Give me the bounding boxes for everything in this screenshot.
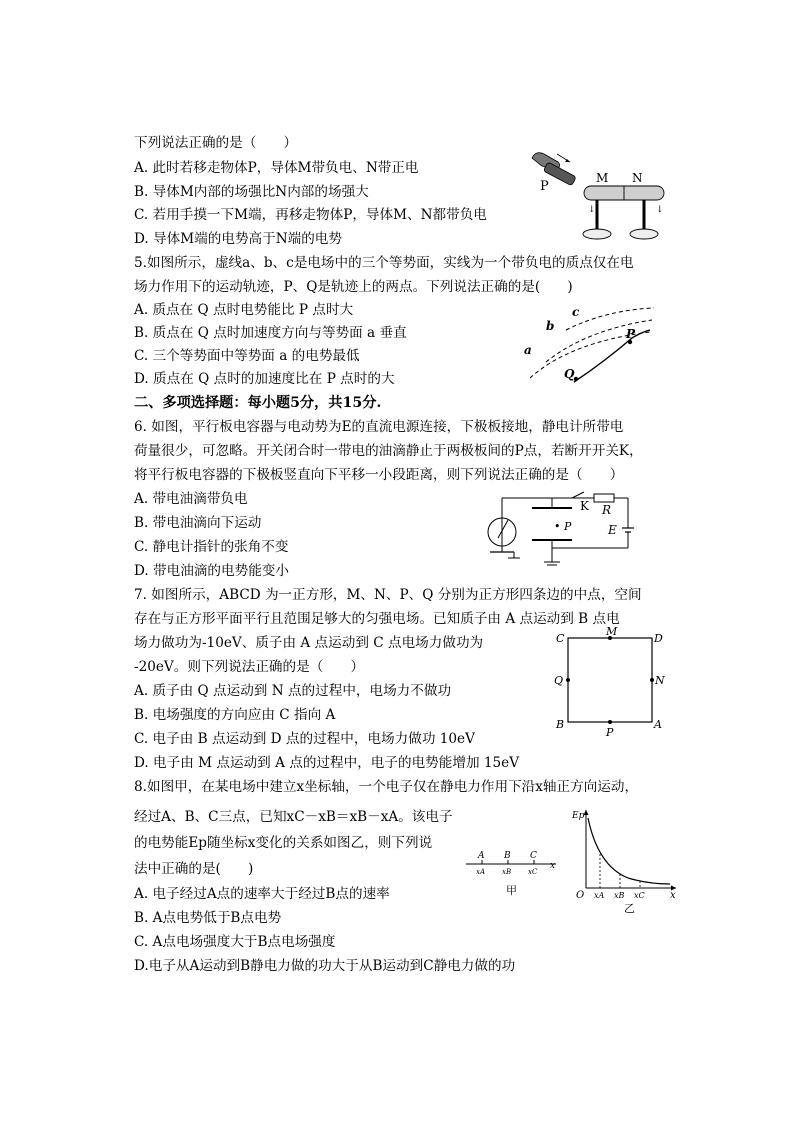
q8-option-d: D.电子从A运动到B静电力做的功大于从B运动到C静电力做的功 [134,958,516,974]
q4-label-m: M [596,171,609,185]
q8-stem-line1: 8.如图甲，在某电场中建立x坐标轴，一个电子仅在静电力作用下沿x轴正方向运动， [134,779,639,795]
q7-stem-line3: 场力做功为-10eV、质子由 A 点运动到 C 点电场力做功为 [134,635,484,651]
q8-stem-line2: 经过A、B、C三点，已知xC－xB＝xB－xA。该电子 [134,809,453,825]
q4-figure-conductor [522,140,668,245]
q7-figure-square [552,624,666,738]
q6-figure-capacitor-circuit [472,490,642,570]
q8-option-a: A. 电子经过A点的速率大于经过B点的速率 [134,886,390,902]
q8-jia-caption: 甲 [506,884,517,897]
q5-label-c: c [572,305,580,319]
q4-label-n: N [632,171,643,185]
q7-option-d: D. 电子由 M 点运动到 A 点的过程中，电子的电势能增加 15eV [134,755,520,771]
q7-option-c: C. 电子由 B 点运动到 D 点的过程中，电场力做功 10eV [134,731,475,747]
q8-stem-line3: 的电势能Ep随坐标x变化的关系如图乙，则下列说 [134,835,433,851]
q7-stem-line2: 存在与正方形平面平行且范围足够大的匀强电场。已知质子由 A 点运动到 B 点电 [134,611,620,627]
q5-option-c: C. 三个等势面中等势面 a 的电势最低 [134,348,360,364]
q8-jia-label-xc: xC [528,868,538,876]
q7-label-c: C [556,632,565,645]
q8-yi-label-x: x [670,890,676,901]
q5-option-d: D. 质点在 Q 点时的加速度比在 P 点时的大 [134,371,395,387]
q7-stem-line1: 7. 如图所示，ABCD 为一正方形，M、N、P、Q 分别为正方形四条边的中点，空间 [134,587,642,603]
q4-stem: 下列说法正确的是（ ） [134,135,298,151]
q4-option-c: C. 若用手摸一下M端，再移走物体P，导体M、N都带负电 [134,207,487,223]
q4-label-p: P [540,179,549,194]
q5-label-q: Q [564,367,575,381]
q5-label-p: P [626,327,636,341]
svg-text:↓: ↓ [656,205,664,215]
q8-yi-label-ep: Ep [572,811,585,821]
q7-option-b: B. 电场强度的方向应由 C 指向 A [134,707,336,723]
q7-label-m: M [606,625,618,638]
q4-option-b: B. 导体M内部的场强比N内部的场强大 [134,184,369,200]
q8-yi-label-xb: xB [614,891,625,900]
q5-stem-line2: 场力作用下的运动轨迹，P、Q是轨迹上的两点。下列说法正确的是( ) [134,279,573,295]
q6-label-r: R [602,503,612,517]
q8-jia-label-x: x [550,861,556,871]
q8-option-b: B. A点电势低于B点电势 [134,910,282,926]
q5-figure-equipotential [518,300,658,386]
q5-option-b: B. 质点在 Q 点时加速度方向与等势面 a 垂直 [134,325,407,341]
q5-label-b: b [546,319,555,333]
q7-label-d: D [654,632,663,645]
q8-jia-label-xb: xB [502,868,512,876]
q5-option-a: A. 质点在 Q 点时电势能比 P 点时大 [134,302,354,318]
q6-option-c: C. 静电计指针的张角不变 [134,539,289,555]
q6-option-b: B. 带电油滴向下运动 [134,515,262,531]
q7-label-n: N [655,674,665,687]
q6-option-a: A. 带电油滴带负电 [134,491,248,507]
q6-stem-line3: 将平行板电容器的下极板竖直向下平移一小段距离，则下列说法正确的是（ ） [134,467,624,483]
q6-label-p: • P [554,520,572,533]
svg-text:↓: ↓ [588,205,596,215]
q4-option-a: A. 此时若移走物体P，导体M带负电、N带正电 [134,160,419,176]
q8-jia-label-c: C [530,851,537,861]
q7-stem-line4: -20eV。则下列说法正确的是（ ） [134,659,365,675]
q7-label-q: Q [554,674,564,687]
q8-yi-label-o: O [576,890,585,901]
q8-yi-label-xa: xA [594,891,605,900]
q6-stem-line2: 荷量很少，可忽略。开关闭合时一带电的油滴静止于两极板间的P点，若断开开关K， [134,443,643,459]
q8-yi-label-xc: xC [634,891,645,900]
q5-stem-line1: 5.如图所示，虚线a、b、c是电场中的三个等势面，实线为一个带负电的质点仅在电 [134,255,634,271]
q7-label-b: B [556,718,565,731]
q7-label-a: A [654,718,662,731]
q6-label-e: E [608,523,617,537]
q8-jia-label-xa: xA [476,868,486,876]
q8-option-c: C. A点电场强度大于B点电场强度 [134,934,336,950]
q4-option-d: D. 导体M端的电势高于N端的电势 [134,231,342,247]
q8-yi-caption: 乙 [624,902,635,915]
q6-stem-line1: 6. 如图，平行板电容器与电动势为E的直流电源连接，下极板接地，静电计所带电 [134,419,624,435]
q8-jia-label-b: B [504,851,511,861]
q8-jia-label-a: A [478,851,485,861]
q8-figure-jia-axis [462,846,566,898]
q6-label-k: K [580,499,589,513]
q5-label-a: a [524,343,532,357]
q8-stem-line4: 法中正确的是( ) [134,861,254,877]
q6-option-d: D. 带电油滴的电势能变小 [134,563,289,579]
q8-figure-yi-graph [566,804,682,916]
section-multiple-choice-heading: 二、多项选择题：每小题5分，共15分. [134,395,382,411]
q7-option-a: A. 质子由 Q 点运动到 N 点的过程中，电场力不做功 [134,683,452,699]
q7-label-p: P [606,726,614,738]
